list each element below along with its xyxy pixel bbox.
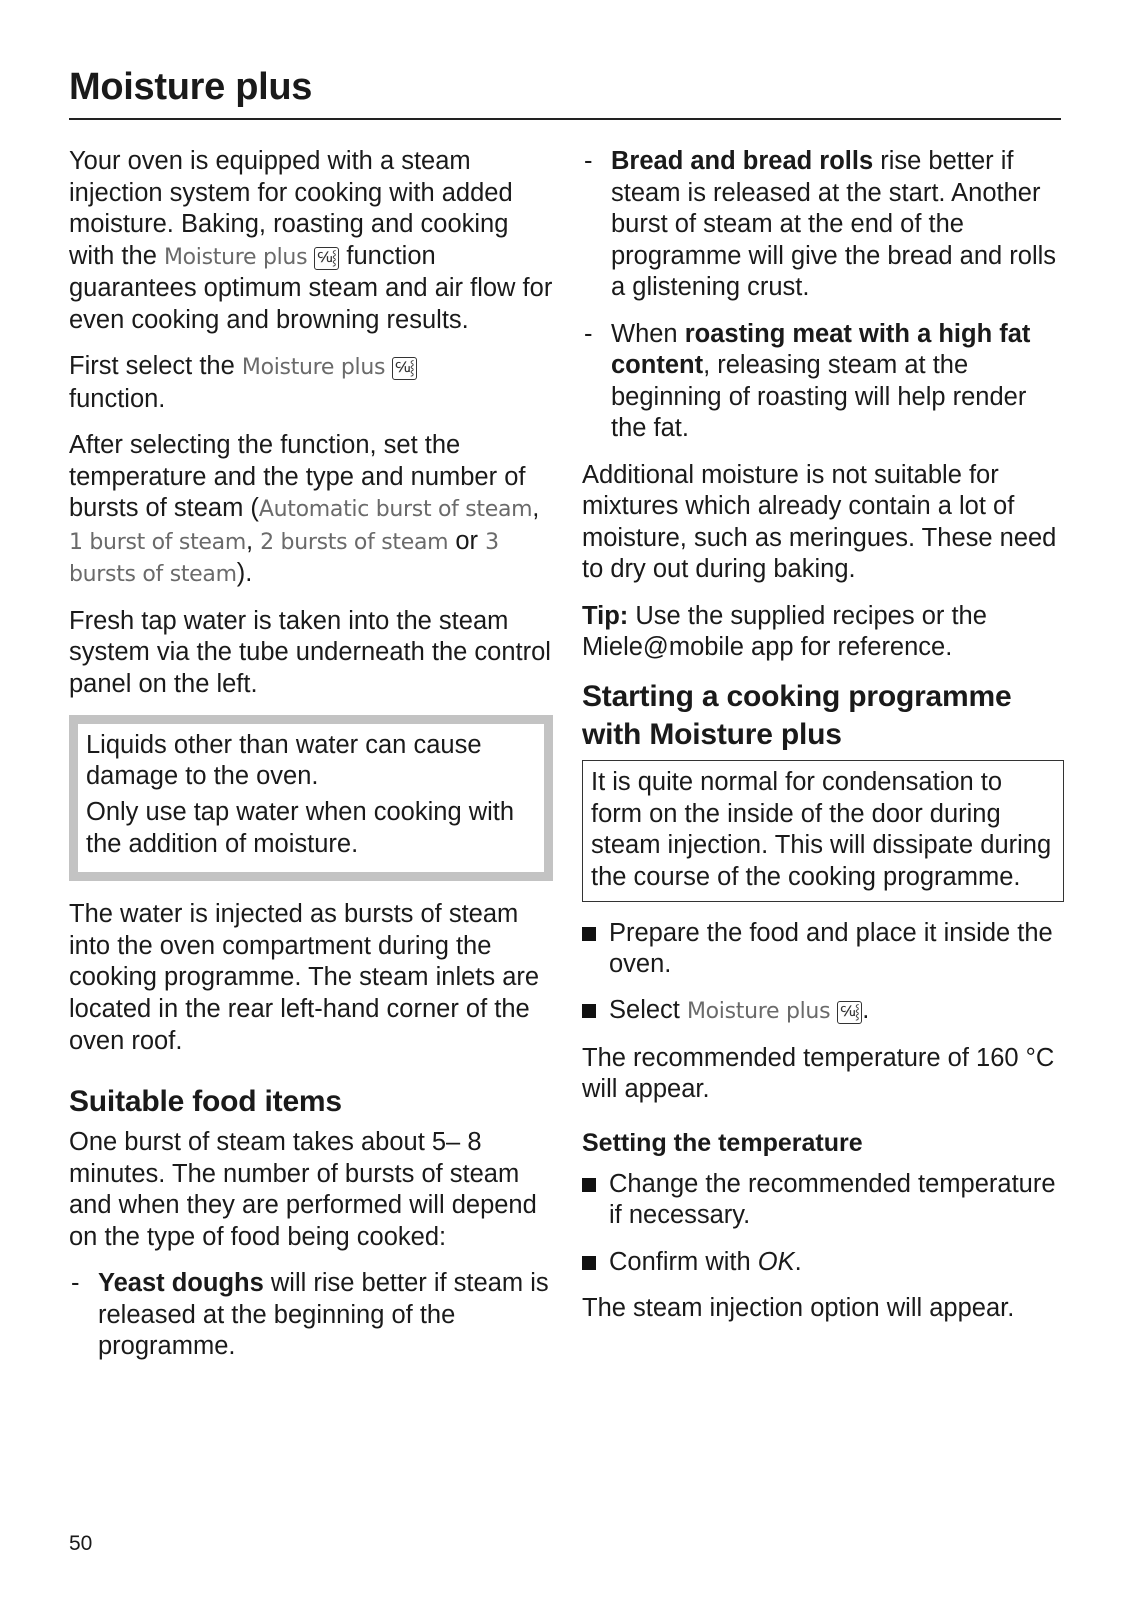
moisture-plus-display-text: Moisture plus: [163, 244, 308, 270]
fresh-water-paragraph: Fresh tap water is taken into the steam system via the tube underneath the control panel on the left.: [69, 606, 551, 698]
square-bullet-icon: [582, 1178, 596, 1192]
suitable-food-heading: Suitable food items: [69, 1085, 342, 1119]
square-bullet-icon: [582, 1004, 596, 1018]
dash-bullet: -: [584, 319, 593, 348]
condensation-note: It is quite normal for condensation to form on the inside of the door during steam injection. This will dissipate during the course of the cooking programme.: [591, 768, 1052, 892]
tip-paragraph: Tip: Use the supplied recipes or the Miele@mobile app for reference.: [582, 601, 987, 662]
option-automatic-burst: Automatic burst of steam: [258, 497, 533, 523]
ok-key-label: OK: [757, 1247, 795, 1276]
tip-label: Tip:: [582, 601, 629, 630]
moisture-plus-icon: ℆⸾: [837, 1001, 862, 1024]
title-divider: [69, 118, 1061, 120]
option-1-burst: 1 burst of steam: [69, 529, 246, 555]
option-2-bursts: 2 bursts of steam: [260, 529, 449, 555]
setting-temperature-heading: Setting the temperature: [582, 1128, 863, 1157]
injection-paragraph: The water is injected as bursts of steam into the oven compartment during the cooking programme. The steam inlets are located in the rear left-hand corner of the oven roof.: [69, 900, 540, 1055]
square-bullet-icon: [582, 927, 596, 941]
step-change-temperature: Change the recommended temperature if necessary.: [582, 1169, 1064, 1232]
right-column: [582, 146, 1064, 1339]
dash-bullet: -: [71, 1269, 80, 1298]
note-box: [582, 760, 1064, 901]
list-item-yeast-doughs: - Yeast doughs will rise better if steam is released at the beginning of the programme.: [71, 1269, 549, 1361]
step-confirm-ok: Confirm with OK.: [582, 1247, 1064, 1279]
after-select-paragraph: After selecting the function, set the temperature and the type and number of bursts of steam (Automatic burst of steam, 1 burst of steam, 2 bursts of steam or 3 bursts of steam).: [69, 430, 540, 588]
square-bullet-icon: [582, 1256, 596, 1270]
starting-programme-heading: Starting a cooking programme with Moisture plus: [582, 680, 1012, 752]
moisture-plus-display-text: Moisture plus: [686, 999, 831, 1025]
option-3-bursts: 3 bursts of steam: [69, 529, 499, 588]
moisture-plus-icon: ℆⸾: [314, 247, 339, 270]
first-select-paragraph: First select the Moisture plus ℆⸾ function.: [69, 351, 553, 415]
intro-paragraph: Your oven is equipped with a steam injection system for cooking with added moisture. Baking, roasting and cooking with the Moisture plus ℆⸾ function guarantees optimum steam and air flow for even cooking and browning results.: [69, 147, 553, 334]
moisture-plus-icon: ℆⸾: [392, 357, 417, 380]
list-item-roasting: - When roasting meat with a high fat content, releasing steam at the beginning of roasting will help render the fat.: [584, 319, 1031, 443]
additional-moisture-paragraph: Additional moisture is not suitable for mixtures which already contain a lot of moisture, such as meringues. These need to dry out during baking.: [582, 460, 1057, 584]
final-paragraph: The steam injection option will appear.: [582, 1293, 1015, 1322]
step-prepare-food: Prepare the food and place it inside the oven.: [582, 918, 1064, 981]
step-select-moisture-plus: Select Moisture plus ℆⸾ .: [582, 995, 1064, 1028]
page-number: 50: [69, 1532, 93, 1555]
warning-box: [69, 715, 553, 881]
recommended-temperature-paragraph: The recommended temperature of 160 °C will appear.: [582, 1043, 1055, 1104]
page-title: Moisture plus: [69, 66, 313, 108]
warning-line-1: Liquids other than water can cause damage to the oven.: [86, 730, 482, 791]
suitable-food-paragraph: One burst of steam takes about 5– 8 minutes. The number of bursts of steam and when they are performed will depend on the type of food being cooked:: [69, 1128, 537, 1251]
left-column: [69, 146, 553, 1378]
list-item-bread: - Bread and bread rolls rise better if steam is released at the start. Another burst of steam at the end of the programme will give the bread and rolls a glistening crust.: [584, 147, 1057, 302]
warning-line-2: Only use tap water when cooking with the addition of moisture.: [86, 798, 515, 858]
dash-bullet: -: [584, 147, 593, 175]
moisture-plus-display-text: Moisture plus: [241, 355, 386, 381]
